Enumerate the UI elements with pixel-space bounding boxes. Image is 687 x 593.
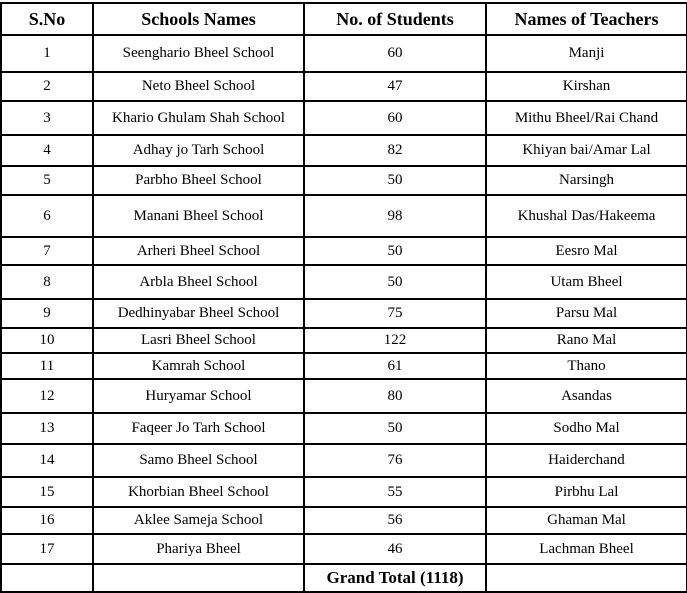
cell-student-count: 80: [304, 379, 486, 413]
cell-teacher-name: Sodho Mal: [486, 413, 687, 444]
cell-sno: 3: [1, 101, 93, 135]
cell-sno: 7: [1, 237, 93, 265]
cell-student-count: 50: [304, 265, 486, 299]
cell-teacher-name: Rano Mal: [486, 328, 687, 353]
cell-sno: 16: [1, 507, 93, 534]
cell-school-name: Adhay jo Tarh School: [93, 135, 304, 166]
cell-teacher-name: Lachman Bheel: [486, 534, 687, 564]
table-row: [1, 534, 687, 564]
grand-total-empty-school-cell: [93, 564, 304, 592]
grand-total-empty-sno-cell: [1, 564, 93, 592]
table-row: [1, 101, 687, 135]
table-row: [1, 507, 687, 534]
table-row: [1, 444, 687, 477]
cell-school-name: Khario Ghulam Shah School: [93, 101, 304, 135]
cell-school-name: Seenghario Bheel School: [93, 35, 304, 72]
cell-school-name: Arheri Bheel School: [93, 237, 304, 265]
cell-student-count: 98: [304, 195, 486, 237]
table-row: [1, 237, 687, 265]
cell-sno: 8: [1, 265, 93, 299]
cell-student-count: 46: [304, 534, 486, 564]
cell-student-count: 82: [304, 135, 486, 166]
cell-sno: 4: [1, 135, 93, 166]
grand-total-row: [1, 564, 687, 592]
column-header-sno: S.No: [1, 3, 93, 35]
cell-school-name: Arbla Bheel School: [93, 265, 304, 299]
table-row: [1, 195, 687, 237]
cell-sno: 10: [1, 328, 93, 353]
cell-teacher-name: Pirbhu Lal: [486, 477, 687, 507]
cell-school-name: Aklee Sameja School: [93, 507, 304, 534]
cell-sno: 5: [1, 166, 93, 195]
cell-sno: 1: [1, 35, 93, 72]
cell-student-count: 50: [304, 413, 486, 444]
table-row: [1, 265, 687, 299]
cell-sno: 2: [1, 72, 93, 101]
table-row: [1, 299, 687, 328]
table-row: [1, 135, 687, 166]
cell-student-count: 50: [304, 237, 486, 265]
table-row: [1, 328, 687, 353]
cell-sno: 14: [1, 444, 93, 477]
table-row: [1, 353, 687, 379]
cell-sno: 15: [1, 477, 93, 507]
cell-teacher-name: Kirshan: [486, 72, 687, 101]
cell-school-name: Lasri Bheel School: [93, 328, 304, 353]
cell-sno: 6: [1, 195, 93, 237]
cell-teacher-name: Khushal Das/Hakeema: [486, 195, 687, 237]
cell-school-name: Faqeer Jo Tarh School: [93, 413, 304, 444]
cell-sno: 12: [1, 379, 93, 413]
cell-sno: 17: [1, 534, 93, 564]
cell-school-name: Phariya Bheel: [93, 534, 304, 564]
cell-teacher-name: Haiderchand: [486, 444, 687, 477]
grand-total-empty-teacher-cell: [486, 564, 687, 592]
cell-teacher-name: Mithu Bheel/Rai Chand: [486, 101, 687, 135]
cell-school-name: Huryamar School: [93, 379, 304, 413]
cell-school-name: Kamrah School: [93, 353, 304, 379]
cell-sno: 11: [1, 353, 93, 379]
table-row: [1, 72, 687, 101]
cell-teacher-name: Utam Bheel: [486, 265, 687, 299]
cell-student-count: 47: [304, 72, 486, 101]
cell-teacher-name: Khiyan bai/Amar Lal: [486, 135, 687, 166]
cell-teacher-name: Parsu Mal: [486, 299, 687, 328]
cell-teacher-name: Thano: [486, 353, 687, 379]
cell-student-count: 122: [304, 328, 486, 353]
table-row: [1, 379, 687, 413]
grand-total-label: Grand Total (1118): [304, 564, 486, 592]
cell-student-count: 61: [304, 353, 486, 379]
cell-school-name: Samo Bheel School: [93, 444, 304, 477]
cell-school-name: Dedhinyabar Bheel School: [93, 299, 304, 328]
schools-table: [0, 2, 687, 593]
cell-teacher-name: Ghaman Mal: [486, 507, 687, 534]
column-header-school-names: Schools Names: [93, 3, 304, 35]
cell-school-name: Manani Bheel School: [93, 195, 304, 237]
cell-student-count: 56: [304, 507, 486, 534]
cell-student-count: 76: [304, 444, 486, 477]
column-header-names-of-teachers: Names of Teachers: [486, 3, 687, 35]
header-row: [1, 3, 687, 35]
cell-student-count: 75: [304, 299, 486, 328]
cell-school-name: Parbho Bheel School: [93, 166, 304, 195]
cell-school-name: Khorbian Bheel School: [93, 477, 304, 507]
cell-teacher-name: Narsingh: [486, 166, 687, 195]
column-header-no-of-students: No. of Students: [304, 3, 486, 35]
table-row: [1, 35, 687, 72]
cell-teacher-name: Manji: [486, 35, 687, 72]
cell-teacher-name: Eesro Mal: [486, 237, 687, 265]
cell-sno: 13: [1, 413, 93, 444]
table-row: [1, 413, 687, 444]
cell-teacher-name: Asandas: [486, 379, 687, 413]
cell-school-name: Neto Bheel School: [93, 72, 304, 101]
cell-student-count: 50: [304, 166, 486, 195]
cell-sno: 9: [1, 299, 93, 328]
table-row: [1, 166, 687, 195]
cell-student-count: 60: [304, 35, 486, 72]
table-row: [1, 477, 687, 507]
cell-student-count: 60: [304, 101, 486, 135]
cell-student-count: 55: [304, 477, 486, 507]
